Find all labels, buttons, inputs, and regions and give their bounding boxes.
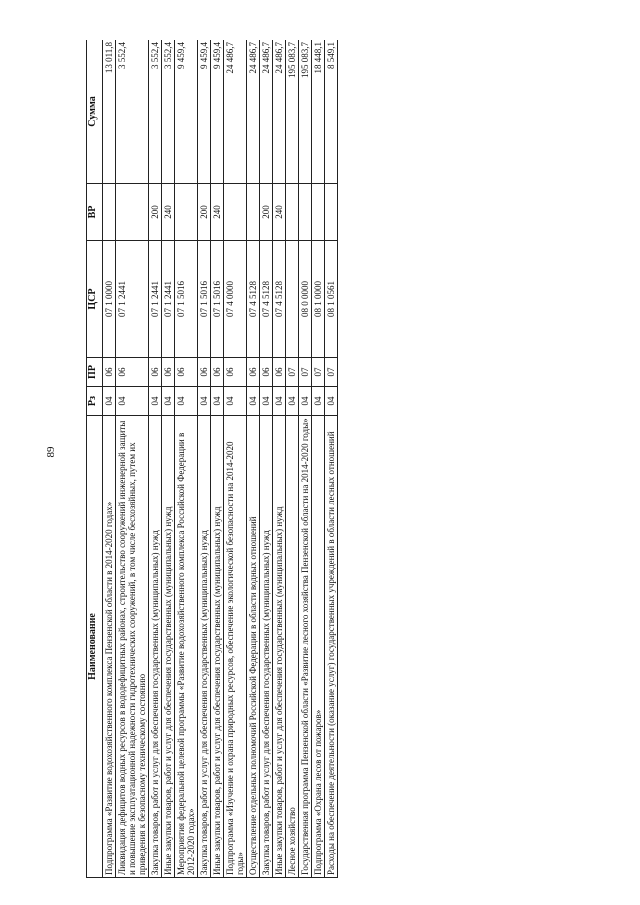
row-csr: 07 4 0000 <box>224 241 247 358</box>
table-row <box>260 40 273 878</box>
row-csr: 07 1 2441 <box>116 241 149 358</box>
row-sum: 9 459,4 <box>198 40 211 184</box>
row-name: Мероприятия федеральной целевой программы «Развитие водохозяйственного комплекса Российской Федерации в 2012-2020 годах» <box>175 416 198 878</box>
row-vr <box>175 184 198 241</box>
row-csr: 08 0 0000 <box>299 241 312 358</box>
row-pr: 07 <box>312 358 325 387</box>
row-sum: 3 552,4 <box>162 40 175 184</box>
row-sum: 24 486,7 <box>224 40 247 184</box>
row-csr: 07 1 0000 <box>103 241 116 358</box>
row-name: Расходы на обеспечение деятельности (оказание услуг) государственных учреждений в области лесных отношений <box>325 416 338 878</box>
row-pr: 06 <box>116 358 149 387</box>
row-pr: 06 <box>162 358 175 387</box>
table-row <box>175 40 198 878</box>
row-sum: 195 083,7 <box>299 40 312 184</box>
row-rz: 04 <box>312 387 325 416</box>
row-name: Закупка товаров, работ и услуг для обеспечения государственных (муниципальных) нужд <box>198 416 211 878</box>
row-rz: 04 <box>211 387 224 416</box>
table-row <box>286 40 299 878</box>
header-name: Наименование <box>87 416 103 878</box>
row-name: Подпрограмма «Охрана лесов от пожаров» <box>312 416 325 878</box>
row-csr: 08 1 0561 <box>325 241 338 358</box>
table-row <box>247 40 260 878</box>
row-vr <box>299 184 312 241</box>
row-name: Иные закупки товаров, работ и услуг для обеспечения государственных (муниципальных) нужд <box>162 416 175 878</box>
table-row <box>198 40 211 878</box>
budget-table <box>86 40 338 878</box>
row-rz: 04 <box>198 387 211 416</box>
row-rz: 04 <box>224 387 247 416</box>
row-pr: 06 <box>149 358 162 387</box>
row-pr: 07 <box>286 358 299 387</box>
row-name: Государственная программа Пензенской области «Развитие лесного хозяйства Пензенской области на 2014-2020 годы» <box>299 416 312 878</box>
header-rz: Рз <box>87 387 103 416</box>
row-vr: 240 <box>211 184 224 241</box>
row-name: Подпрограмма «Развитие водохозяйственного комплекса Пензенской области в 2014-2020 годах» <box>103 416 116 878</box>
row-pr: 06 <box>247 358 260 387</box>
row-rz: 04 <box>149 387 162 416</box>
table-row <box>211 40 224 878</box>
row-vr <box>325 184 338 241</box>
table-row <box>224 40 247 878</box>
row-sum: 3 552,4 <box>149 40 162 184</box>
row-sum: 24 486,7 <box>273 40 286 184</box>
row-rz: 04 <box>273 387 286 416</box>
row-vr <box>247 184 260 241</box>
row-pr: 06 <box>211 358 224 387</box>
row-csr: 07 1 2441 <box>149 241 162 358</box>
row-pr: 06 <box>273 358 286 387</box>
row-csr: 07 4 5128 <box>260 241 273 358</box>
row-rz: 04 <box>162 387 175 416</box>
table-header-row <box>87 40 103 878</box>
table-body <box>103 40 338 878</box>
page-number: 89 <box>45 446 57 458</box>
header-csr: ЦСР <box>87 241 103 358</box>
row-sum: 24 486,7 <box>247 40 260 184</box>
row-csr: 07 4 5128 <box>247 241 260 358</box>
row-csr: 07 1 2441 <box>162 241 175 358</box>
row-rz: 04 <box>103 387 116 416</box>
row-name: Ликвидация дефицитов водных ресурсов в вододефицитных районах, строительство сооружений инженерной защиты и повышение эксплуатационной надежности гидротехнических сооружений, в том числе бесхозяйных, путем их приведения к безопасному техническому состоянию <box>116 416 149 878</box>
rotated-table-area <box>86 40 553 878</box>
table-row <box>312 40 325 878</box>
row-name: Осуществление отдельных полномочий Российской Федерации в области водных отношений <box>247 416 260 878</box>
table-row <box>149 40 162 878</box>
row-vr <box>224 184 247 241</box>
row-pr: 06 <box>175 358 198 387</box>
row-vr: 200 <box>260 184 273 241</box>
row-pr: 06 <box>260 358 273 387</box>
header-vr: ВР <box>87 184 103 241</box>
row-name: Иные закупки товаров, работ и услуг для обеспечения государственных (муниципальных) нужд <box>211 416 224 878</box>
row-pr: 07 <box>299 358 312 387</box>
row-name: Подпрограмма «Изучение и охрана природных ресурсов, обеспечение экологической безопасности на 2014-2020 годы» <box>224 416 247 878</box>
row-csr: 07 4 5128 <box>273 241 286 358</box>
row-vr: 240 <box>162 184 175 241</box>
row-rz: 04 <box>175 387 198 416</box>
row-sum: 9 459,4 <box>211 40 224 184</box>
row-sum: 13 011,8 <box>103 40 116 184</box>
row-vr <box>116 184 149 241</box>
row-sum: 195 083,7 <box>286 40 299 184</box>
row-rz: 04 <box>260 387 273 416</box>
table-row <box>273 40 286 878</box>
row-csr: 07 1 5016 <box>175 241 198 358</box>
row-csr: 08 1 0000 <box>312 241 325 358</box>
row-name: Лесное хозяйство <box>286 416 299 878</box>
row-pr: 06 <box>224 358 247 387</box>
row-sum: 3 552,4 <box>116 40 149 184</box>
row-csr <box>286 241 299 358</box>
row-sum: 8 549,1 <box>325 40 338 184</box>
row-sum: 9 459,4 <box>175 40 198 184</box>
row-vr <box>286 184 299 241</box>
table-row <box>299 40 312 878</box>
row-sum: 18 448,1 <box>312 40 325 184</box>
row-vr: 200 <box>149 184 162 241</box>
row-name: Закупка товаров, работ и услуг для обеспечения государственных (муниципальных) нужд <box>149 416 162 878</box>
table-row <box>325 40 338 878</box>
row-rz: 04 <box>286 387 299 416</box>
rotated-table-wrapper <box>86 40 553 878</box>
row-name: Закупка товаров, работ и услуг для обеспечения государственных (муниципальных) нужд <box>260 416 273 878</box>
row-csr: 07 1 5016 <box>198 241 211 358</box>
table-row <box>162 40 175 878</box>
row-pr: 06 <box>198 358 211 387</box>
header-pr: ПР <box>87 358 103 387</box>
table-row <box>103 40 116 878</box>
row-csr: 07 1 5016 <box>211 241 224 358</box>
row-vr <box>312 184 325 241</box>
row-rz: 04 <box>299 387 312 416</box>
row-rz: 04 <box>247 387 260 416</box>
row-vr <box>103 184 116 241</box>
row-rz: 04 <box>325 387 338 416</box>
row-vr: 200 <box>198 184 211 241</box>
row-vr: 240 <box>273 184 286 241</box>
row-pr: 06 <box>103 358 116 387</box>
header-sum: Сумма <box>87 40 103 184</box>
row-pr: 07 <box>325 358 338 387</box>
row-rz: 04 <box>116 387 149 416</box>
row-sum: 24 486,7 <box>260 40 273 184</box>
table-row <box>116 40 149 878</box>
row-name: Иные закупки товаров, работ и услуг для обеспечения государственных (муниципальных) нужд <box>273 416 286 878</box>
